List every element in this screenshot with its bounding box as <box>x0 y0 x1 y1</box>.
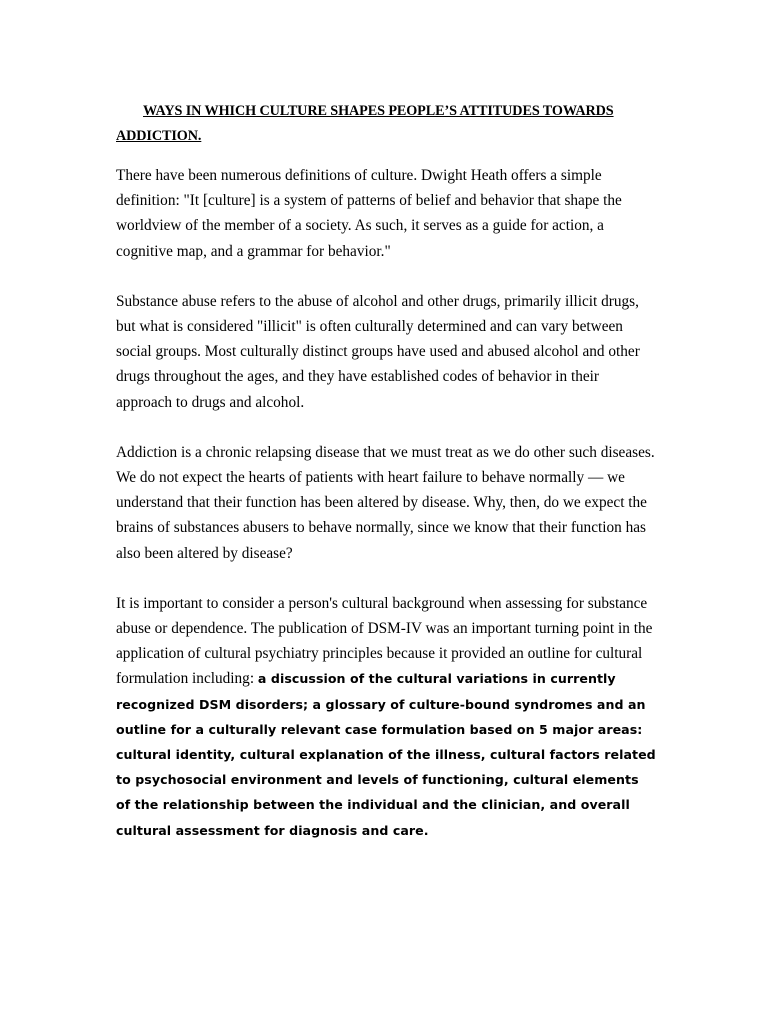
paragraph-cultural-background <box>116 591 656 843</box>
paragraph-substance-abuse: Substance abuse refers to the abuse of alcohol and other drugs, primarily illicit drugs, but what is considered "illicit" is often culturally determined and can vary between social groups. Most culturally distinct groups have used and abused alcohol and other drugs throughout the ages, and they have established codes of behavior in their approach to drugs and alcohol. <box>116 292 640 411</box>
paragraph-culture-definition: There have been numerous definitions of culture. Dwight Heath offers a simple definition: "It [culture] is a system of patterns of belief and behavior that shape the worldview of the member of a society. As such, it serves as a guide for action, a cognitive map, and a grammar for behavior." <box>116 167 622 260</box>
paragraph-addiction-disease: Addiction is a chronic relapsing disease that we must treat as we do other such diseases. We do not expect the hearts of patients with heart failure to behave normally — we understand that their function has been altered by disease. Why, then, do we expect the brains of substances abusers to behave normally, since we know that their function has also been altered by disease? <box>116 443 655 562</box>
cultural-formulation-bold-text: a discussion of the cultural variations in currently recognized DSM disorders; a glossary of culture-bound syndromes and an outline for a culturally relevant case formulation based on 5 major areas: cultural identity, cultural explanation of the illness, cultural factors related to psychosocial environment and levels of functioning, cultural elements of the relationship between the individual and the clinician, and overall cultural assessment for diagnosis and care. <box>116 671 656 838</box>
paragraph-cultural-background-text: It is important to consider a person's cultural background when assessing for substance abuse or dependence. The publication of DSM-IV was an important turning point in the application of cultural psychiatry principles because it provided an outline for cultural formulation including: <box>116 594 653 688</box>
document-title: WAYS IN WHICH CULTURE SHAPES PEOPLE’S ATTITUDES TOWARDS ADDICTION. <box>116 103 614 144</box>
document-body <box>116 99 656 868</box>
